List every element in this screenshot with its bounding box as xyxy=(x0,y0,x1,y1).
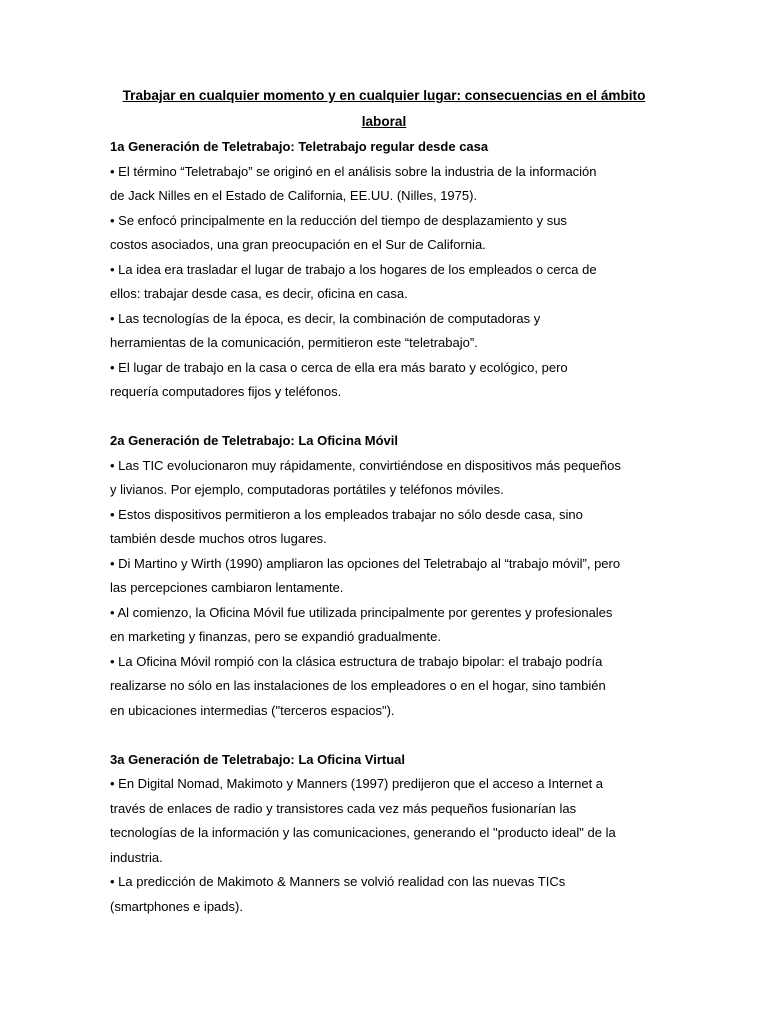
section-1-line: ellos: trabajar desde casa, es decir, oficina en casa. xyxy=(110,286,408,301)
section-2-line: realizarse no sólo en las instalaciones de los empleadores o en el hogar, sino también xyxy=(110,678,606,693)
section-2-line: las percepciones cambiaron lentamente. xyxy=(110,580,344,595)
section-1-heading: 1a Generación de Teletrabajo: Teletrabajo regular desde casa xyxy=(110,139,489,154)
section-1-line: de Jack Nilles en el Estado de California, EE.UU. (Nilles, 1975). xyxy=(110,188,478,203)
section-1-line: costos asociados, una gran preocupación en el Sur de California. xyxy=(110,237,486,252)
section-1-line: • La idea era trasladar el lugar de trabajo a los hogares de los empleados o cerca de xyxy=(110,262,597,277)
section-1-line: • Las tecnologías de la época, es decir, la combinación de computadoras y xyxy=(110,311,541,326)
section-2-line: en marketing y finanzas, pero se expandió gradualmente. xyxy=(110,629,441,644)
section-1-line: requería computadores fijos y teléfonos. xyxy=(110,384,342,399)
section-2-line: y livianos. Por ejemplo, computadoras portátiles y teléfonos móviles. xyxy=(110,482,504,497)
section-3-line: través de enlaces de radio y transistores cada vez más pequeños fusionarían las xyxy=(110,801,577,816)
section-2-line: • Estos dispositivos permitieron a los empleados trabajar no sólo desde casa, sino xyxy=(110,507,583,522)
document-title-line-2: laboral xyxy=(361,114,407,129)
section-1-line: herramientas de la comunicación, permitieron este “teletrabajo”. xyxy=(110,335,478,350)
section-3-line: industria. xyxy=(110,850,163,865)
section-2-line: • Di Martino y Wirth (1990) ampliaron las opciones del Teletrabajo al “trabajo móvil”, pero xyxy=(110,556,621,571)
section-3-line: • La predicción de Makimoto & Manners se volvió realidad con las nuevas TICs xyxy=(110,874,566,889)
section-3-line: tecnologías de la información y las comunicaciones, generando el "producto ideal" de la xyxy=(110,825,616,840)
section-2-heading: 2a Generación de Teletrabajo: La Oficina Móvil xyxy=(110,433,399,448)
section-2-line: en ubicaciones intermedias ("terceros espacios"). xyxy=(110,703,395,718)
section-3-line: • En Digital Nomad, Makimoto y Manners (1997) predijeron que el acceso a Internet a xyxy=(110,776,604,791)
section-2-line: • La Oficina Móvil rompió con la clásica estructura de trabajo bipolar: el trabajo podría xyxy=(110,654,603,669)
document-title-line-1: Trabajar en cualquier momento y en cualquier lugar: consecuencias en el ámbito xyxy=(122,88,646,103)
section-2-line: • Al comienzo, la Oficina Móvil fue utilizada principalmente por gerentes y profesionales xyxy=(110,605,613,620)
section-3-line: (smartphones e ipads). xyxy=(110,899,243,914)
section-3-heading: 3a Generación de Teletrabajo: La Oficina Virtual xyxy=(110,752,406,767)
section-1-line: • Se enfocó principalmente en la reducción del tiempo de desplazamiento y sus xyxy=(110,213,567,228)
section-2-line: también desde muchos otros lugares. xyxy=(110,531,327,546)
section-1-line: • El término “Teletrabajo” se originó en el análisis sobre la industria de la información xyxy=(110,164,597,179)
section-2-line: • Las TIC evolucionaron muy rápidamente, convirtiéndose en dispositivos más pequeños xyxy=(110,458,621,473)
section-1-line: • El lugar de trabajo en la casa o cerca de ella era más barato y ecológico, pero xyxy=(110,360,568,375)
